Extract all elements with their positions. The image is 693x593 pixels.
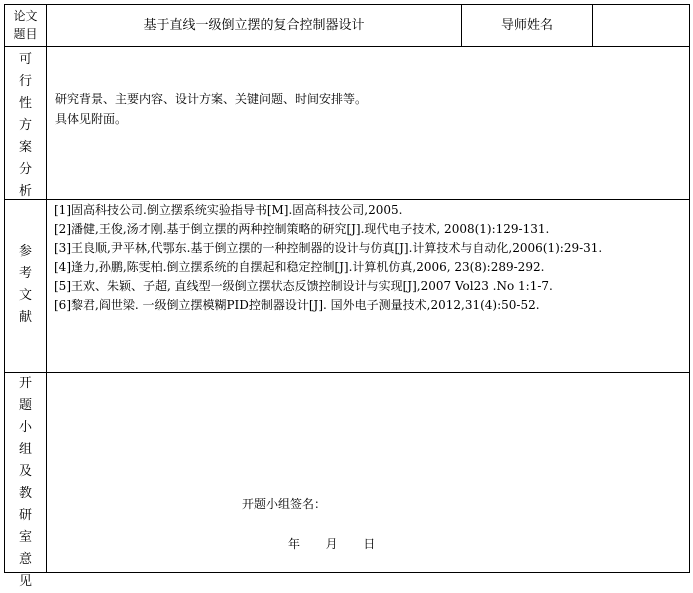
opinion-label-char: 小	[18, 420, 32, 435]
advisor-name-label: 导师姓名	[500, 18, 553, 33]
thesis-title-value: 基于直线一级倒立摆的复合控制器设计	[143, 18, 365, 33]
label-column-divider	[46, 5, 47, 572]
feasibility-label-char: 析	[18, 184, 32, 199]
opinion-label-char: 教	[18, 486, 32, 501]
thesis-title-label-line1: 论文	[13, 9, 38, 23]
references-label-char: 献	[18, 310, 32, 325]
date-year-label: 年	[288, 537, 301, 551]
opinion-label-char: 开	[18, 376, 32, 391]
thesis-title-label-line2: 题目	[13, 27, 38, 41]
row-divider-feasibility	[5, 199, 689, 200]
feasibility-label	[5, 49, 46, 203]
signature-date	[288, 535, 488, 552]
reference-item-5: [5]王欢、朱颖、子超, 直线型一级倒立摆状态反馈控制设计与实现[J],2007 Vol23 .No 1:1-7.	[54, 279, 553, 293]
opinion-label-char: 室	[18, 530, 32, 545]
feasibility-label-char: 方	[18, 118, 32, 133]
proposal-form	[4, 4, 690, 589]
references-label-char: 参	[18, 244, 32, 259]
signature-label: 开题小组签名：	[242, 497, 327, 511]
feasibility-content	[55, 89, 675, 129]
references-label-char: 文	[18, 288, 32, 303]
opinion-label-char: 组	[18, 442, 32, 457]
reference-item-4: [4]逢力,孙鹏,陈雯柏.倒立摆系统的自摆起和稳定控制[J].计算机仿真,2006, 23(8):289-292.	[54, 260, 545, 274]
opinion-label-char: 及	[18, 464, 32, 479]
feasibility-label-char: 案	[18, 140, 32, 155]
row-divider-header	[5, 46, 689, 47]
opinion-label-char: 意	[18, 552, 32, 567]
date-day-label: 日	[363, 537, 376, 551]
reference-item-2: [2]潘健,王俊,汤才刚.基于倒立摆的两种控制策略的研究[J].现代电子技术, 2008(1):129-131.	[54, 222, 550, 236]
feasibility-label-char: 可	[18, 52, 32, 67]
opinion-label-char: 见	[18, 574, 32, 589]
references-label-char: 考	[18, 266, 32, 281]
references-label	[5, 241, 46, 329]
opinion-label-char: 题	[18, 398, 32, 413]
feasibility-line-1: 研究背景、主要内容、设计方案、关键问题、时间安排等。	[55, 92, 368, 106]
reference-item-1: [1]固高科技公司.倒立摆系统实验指导书[M].固高科技公司,2005.	[54, 203, 403, 217]
reference-item-3: [3]王良顺,尹平林,代鄂东.基于倒立摆的一种控制器的设计与仿真[J].计算技术与自动化,2006(1):29-31.	[54, 241, 603, 255]
feasibility-label-char: 分	[18, 162, 32, 177]
opinion-label-char: 研	[18, 508, 32, 523]
reference-item-6: [6]黎君,阎世梁. 一级倒立摆模糊PID控制器设计[J]. 国外电子测量技术,2012,31(4):50-52.	[54, 298, 540, 312]
date-month-label: 月	[325, 537, 338, 551]
feasibility-label-char: 行	[18, 74, 32, 89]
references-list	[54, 201, 682, 315]
feasibility-line-2: 具体见附面。	[55, 112, 128, 126]
feasibility-label-char: 性	[18, 96, 32, 111]
thesis-title-label	[5, 7, 46, 45]
opinion-label	[5, 373, 46, 593]
row-divider-references	[5, 372, 689, 373]
advisor-name-value	[593, 5, 689, 46]
